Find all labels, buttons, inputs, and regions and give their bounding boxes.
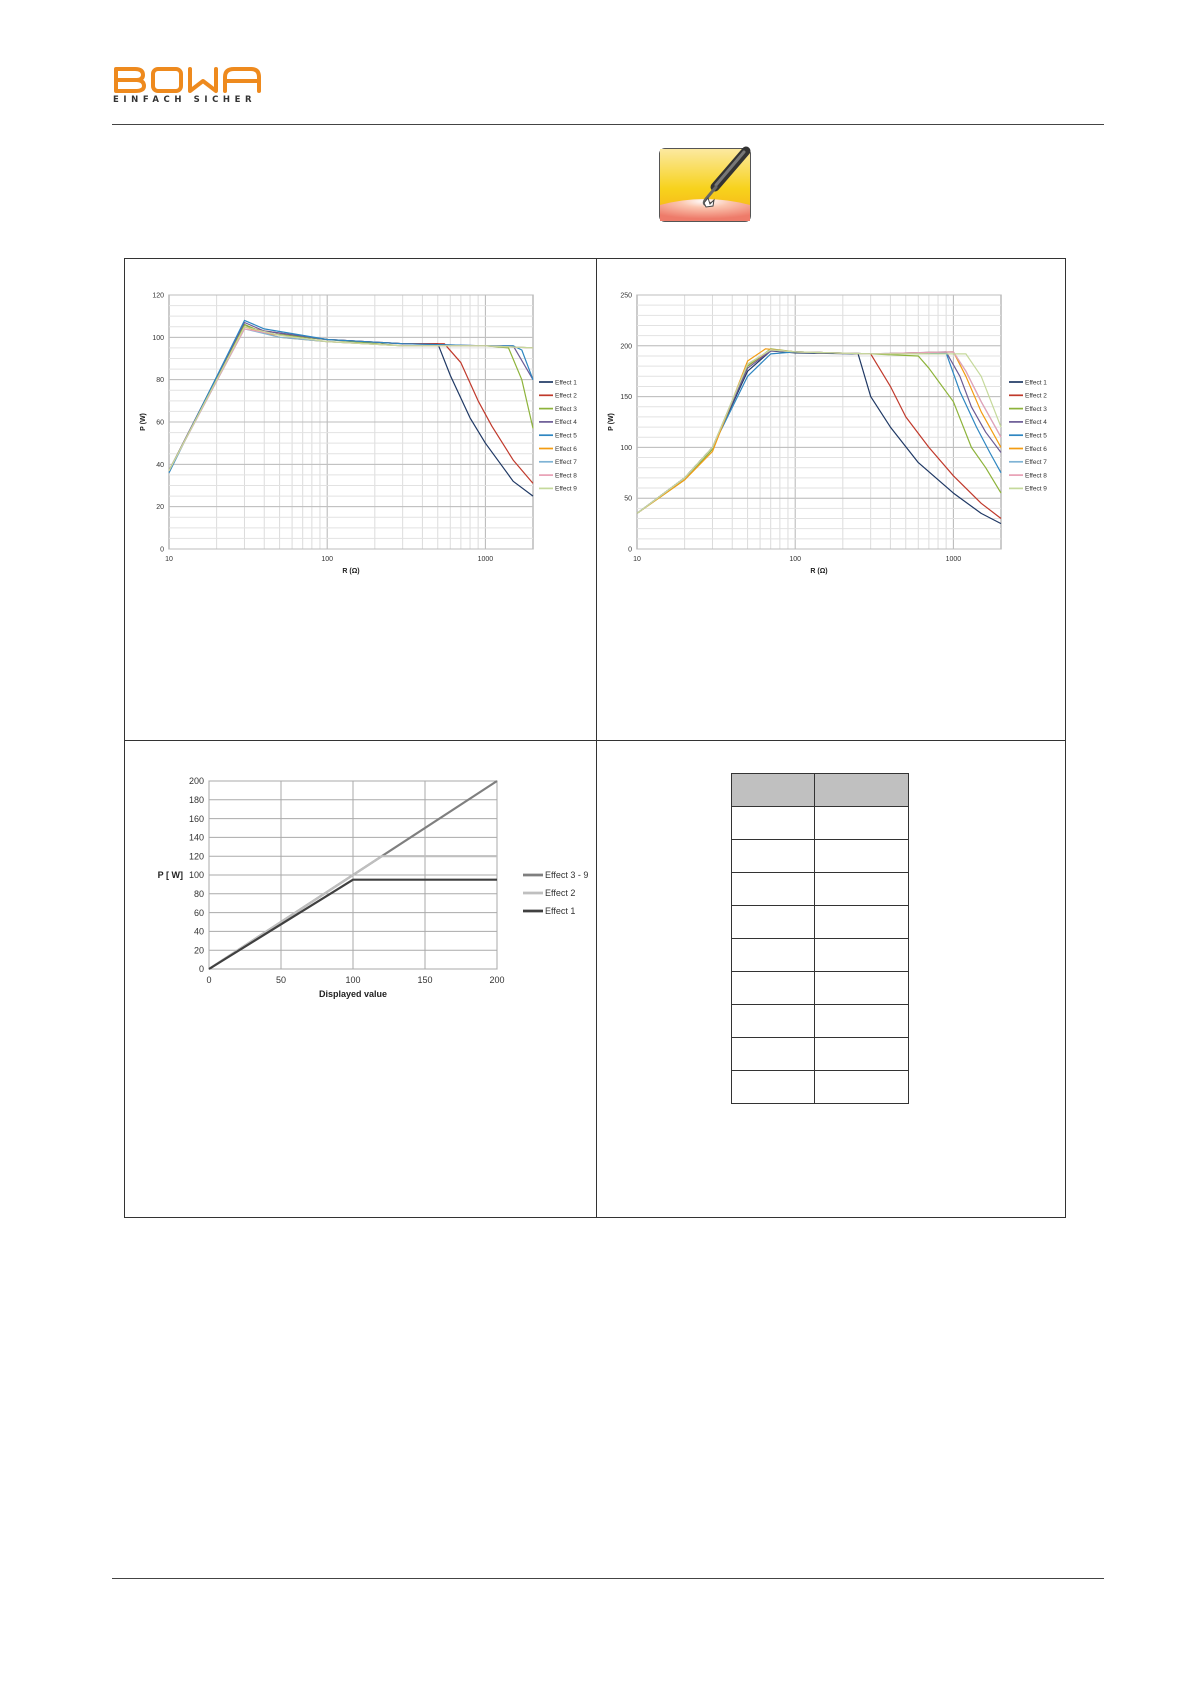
table-cell [732, 840, 815, 873]
table-row [732, 840, 909, 873]
legend-label: Effect 4 [555, 419, 577, 427]
legend-label: Effect 5 [1025, 432, 1047, 440]
x-axis-label: R (Ω) [810, 568, 828, 575]
y-axis-label: P [ W] [157, 870, 183, 881]
x-tick-label: 10 [165, 556, 173, 563]
legend-label: Effect 3 [555, 405, 577, 413]
legend-label: Effect 6 [1025, 445, 1047, 453]
table-row [732, 906, 909, 939]
x-tick-label: 0 [206, 975, 212, 985]
electrode-hook-icon [659, 148, 751, 222]
table-cell [815, 939, 909, 972]
table-cell [815, 807, 909, 840]
legend-label: Effect 7 [555, 459, 577, 467]
table-cell [815, 1071, 909, 1104]
y-tick-label: 40 [193, 926, 204, 937]
y-tick-label: 150 [620, 394, 632, 402]
y-tick-label: 200 [188, 776, 204, 787]
table-row [732, 1071, 909, 1104]
x-tick-label: 150 [417, 975, 433, 985]
y-tick-label: 0 [160, 546, 164, 554]
y-tick-label: 60 [156, 419, 164, 427]
y-tick-label: 50 [624, 495, 632, 503]
table-cell [815, 1038, 909, 1071]
table-cell [732, 873, 815, 906]
y-tick-label: 40 [156, 461, 164, 469]
y-tick-label: 120 [152, 292, 164, 300]
legend-label: Effect 1 [1025, 379, 1047, 387]
y-tick-label: 20 [193, 945, 204, 956]
power-vs-displayed-chart [135, 759, 589, 999]
table-header-row [732, 774, 909, 807]
grid-horizontal-divider [125, 740, 1065, 741]
table-row [732, 1038, 909, 1071]
table-cell [732, 1038, 815, 1071]
table-header-cell [732, 774, 815, 807]
footer-rule [112, 1578, 1104, 1579]
x-tick-label: 100 [789, 556, 802, 563]
table-row [732, 807, 909, 840]
table-cell [732, 972, 815, 1005]
brand-logo [113, 66, 263, 105]
legend-label: Effect 8 [1025, 472, 1047, 480]
legend-label: Effect 2 [545, 888, 576, 899]
legend-label: Effect 2 [555, 392, 577, 400]
table-cell [732, 807, 815, 840]
brand-wordmark [113, 66, 263, 94]
y-tick-label: 180 [188, 794, 204, 805]
y-tick-label: 100 [620, 444, 632, 452]
table-row [732, 939, 909, 972]
y-tick-label: 160 [188, 813, 204, 824]
x-tick-label: 1000 [945, 556, 962, 563]
power-curve-chart-2 [605, 279, 1055, 575]
table-cell [732, 1071, 815, 1104]
legend-label: Effect 1 [555, 379, 577, 387]
legend-label: Effect 5 [555, 432, 577, 440]
legend-label: Effect 7 [1025, 459, 1047, 467]
table-cell [732, 1005, 815, 1038]
grid-vertical-divider [596, 259, 597, 1217]
legend-label: Effect 4 [1025, 419, 1047, 427]
table-header-cell [815, 774, 909, 807]
y-tick-label: 100 [152, 334, 164, 342]
x-tick-label: 10 [633, 556, 641, 563]
chart-grid-frame [124, 258, 1066, 1218]
table-row [732, 873, 909, 906]
y-tick-label: 60 [193, 907, 204, 918]
y-tick-label: 200 [620, 343, 632, 351]
header-rule [112, 124, 1104, 125]
x-tick-label: 50 [275, 975, 287, 985]
y-tick-label: 0 [198, 964, 204, 975]
x-axis-label: Displayed value [318, 989, 388, 999]
power-curve-chart-1 [135, 279, 585, 575]
y-tick-label: 20 [156, 504, 164, 512]
table-cell [815, 906, 909, 939]
values-table [731, 773, 909, 1104]
y-tick-label: 80 [193, 888, 204, 899]
y-tick-label: 0 [628, 546, 632, 554]
legend-label: Effect 8 [555, 472, 577, 480]
table-row [732, 1005, 909, 1038]
legend-label: Effect 3 - 9 [545, 870, 589, 881]
legend-label: Effect 6 [555, 445, 577, 453]
x-tick-label: 1000 [477, 556, 494, 563]
legend-label: Effect 2 [1025, 392, 1047, 400]
legend-label: Effect 9 [1025, 485, 1047, 493]
y-axis-label: P (W) [608, 413, 615, 431]
legend-label: Effect 1 [545, 906, 576, 917]
y-axis-label: P (W) [140, 413, 147, 431]
table-cell [815, 1005, 909, 1038]
table-cell [732, 906, 815, 939]
y-tick-label: 100 [188, 870, 204, 881]
x-tick-label: 100 [345, 975, 361, 985]
x-tick-label: 200 [489, 975, 505, 985]
table-cell [815, 972, 909, 1005]
table-cell [815, 840, 909, 873]
y-tick-label: 120 [188, 851, 204, 862]
table-row [732, 972, 909, 1005]
brand-tagline: EINFACH SICHER [113, 95, 257, 105]
x-axis-label: R (Ω) [342, 568, 360, 575]
y-tick-label: 250 [620, 292, 632, 300]
table-cell [732, 939, 815, 972]
y-tick-label: 80 [156, 377, 164, 385]
legend-label: Effect 3 [1025, 405, 1047, 413]
table-cell [815, 873, 909, 906]
legend-label: Effect 9 [555, 485, 577, 493]
y-tick-label: 140 [188, 832, 204, 843]
x-tick-label: 100 [321, 556, 334, 563]
